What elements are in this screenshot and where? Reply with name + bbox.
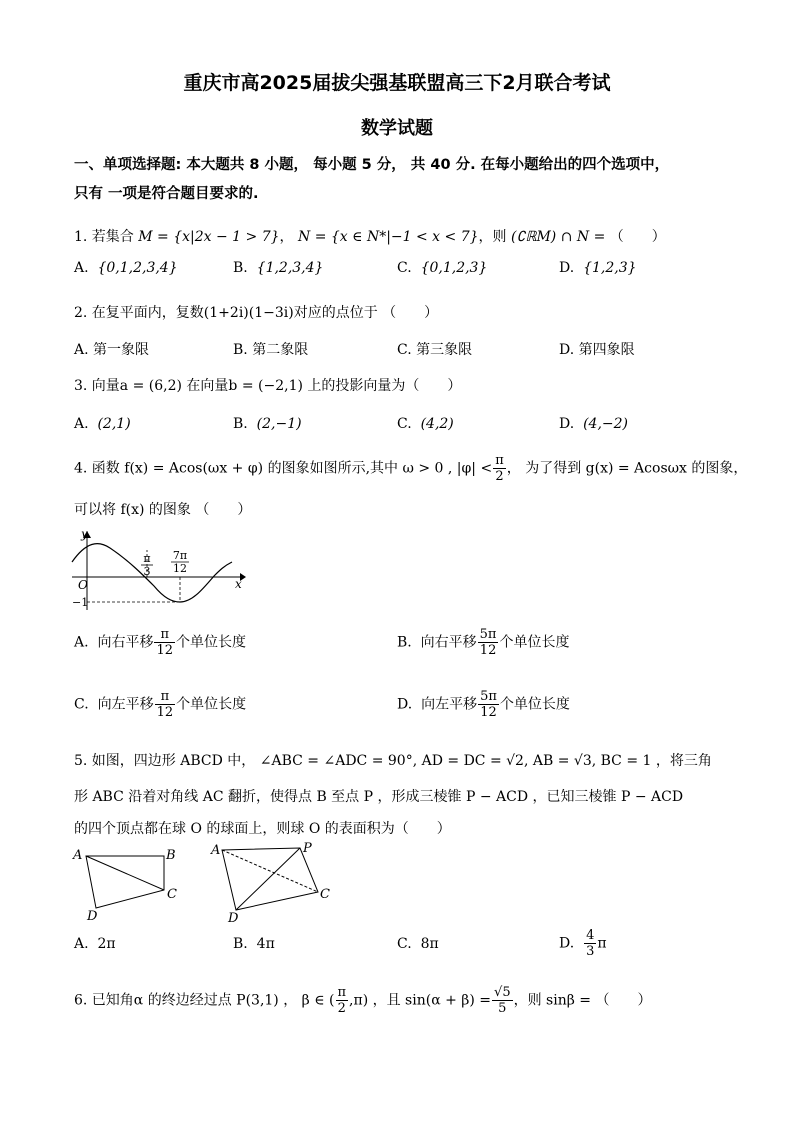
q1-set-m: M = {x|2x − 1 > 7}	[138, 229, 280, 245]
q4-text-2: ， 为了得到 g(x) = Acosωx 的图象，	[506, 460, 748, 477]
cosine-curve	[72, 544, 232, 602]
option-label: D.	[397, 696, 413, 713]
fraction-numerator: π	[337, 985, 347, 1000]
q1-option-b[interactable]	[233, 260, 323, 276]
q2-option-b[interactable]	[233, 339, 308, 359]
option-label: B.	[233, 260, 248, 276]
tick-7pi-12-denominator: 12	[173, 562, 187, 575]
section-heading-line1: 一、单项选择题: 本大题共 8 小题， 每小题 5 分， 共 40 分. 在每小题给出的四个选项中，	[74, 157, 670, 173]
question-4-line2: 可以将 f(x) 的图象 （ ）	[74, 502, 252, 518]
option-text: 第四象限	[578, 342, 635, 358]
option-fraction	[154, 627, 175, 658]
q4-option-b[interactable]	[397, 627, 569, 658]
q1-option-c[interactable]	[397, 260, 487, 276]
fraction-denominator: 2	[337, 1001, 346, 1016]
q6-fraction-pi	[336, 985, 349, 1016]
q5-option-b[interactable]	[233, 936, 275, 952]
option-fraction	[155, 689, 176, 720]
x-axis-label: x	[235, 577, 242, 591]
option-text: (2,−1)	[256, 416, 302, 432]
option-label: D.	[559, 342, 575, 358]
option-text: (4,2)	[420, 416, 454, 432]
option-fraction	[478, 689, 499, 720]
option-label: A.	[74, 342, 89, 358]
option-text: {0,1,2,3}	[420, 260, 488, 276]
section-heading-line2: 只有 一项是符合题目要求的.	[74, 186, 259, 202]
vertex-p-label: P	[303, 841, 312, 856]
fraction-denominator: 2	[495, 469, 504, 484]
option-label: D.	[559, 416, 575, 432]
tetra-outline	[222, 848, 318, 910]
option-label: A.	[74, 416, 89, 432]
option-label: C.	[74, 696, 89, 713]
q6-text-3: ，则 sinβ = （ ）	[513, 992, 652, 1009]
question-1	[74, 226, 666, 246]
q4-option-c[interactable]	[74, 689, 246, 720]
edge-pd	[236, 848, 300, 910]
vertex-d-label: D	[228, 911, 239, 926]
q1-expression: (∁ℝM) ∩ N =	[510, 229, 606, 245]
option-fraction	[584, 928, 596, 959]
q4-option-a[interactable]	[74, 627, 246, 658]
option-label: D.	[559, 260, 575, 276]
option-label: B.	[397, 634, 412, 651]
question-4	[74, 453, 747, 484]
cosine-graph-figure	[68, 528, 248, 613]
q1-option-d[interactable]	[559, 260, 637, 276]
option-label: C.	[397, 416, 412, 432]
option-text: 第二象限	[252, 342, 309, 358]
quad-outline	[86, 856, 164, 908]
tick-pi-3-denominator: 3	[143, 565, 151, 578]
vertex-c-label: C	[320, 887, 330, 902]
q4-fraction	[493, 453, 506, 484]
origin-label: O	[78, 578, 88, 592]
q4-option-d[interactable]	[397, 689, 570, 720]
option-text: 个单位长度	[499, 634, 570, 651]
diagonal-ac	[86, 856, 164, 890]
option-text: 第一象限	[93, 342, 150, 358]
paper-title: 重庆市高2025届拔尖强基联盟高三下2月联合考试	[183, 72, 611, 94]
option-label: A.	[74, 260, 89, 276]
minus-one-label: −1	[72, 596, 89, 609]
q6-fraction-value	[492, 985, 513, 1016]
option-label: B.	[233, 936, 248, 952]
option-fraction	[478, 627, 499, 658]
q6-text-1: 6. 已知角α 的终边经过点 P(3,1) ， β ∈ (	[74, 992, 335, 1009]
fraction-numerator: 4	[586, 928, 595, 943]
option-label: A.	[74, 634, 89, 651]
option-text: {0,1,2,3,4}	[97, 260, 178, 276]
q5-option-d[interactable]	[559, 928, 607, 959]
vertex-a-label: A	[211, 843, 221, 858]
q4-text-1: 4. 函数 f(x) = Acos(ωx + φ) 的图象如图所示,其中 ω > 0 , |φ| <	[74, 460, 493, 477]
fraction-numerator: π	[154, 627, 175, 643]
option-text: 2π	[97, 936, 116, 952]
option-label: C.	[397, 342, 412, 358]
question-5-line1: 5. 如图，四边形 ABCD 中， ∠ABC = ∠ADC = 90°, AD = DC = √2, AB = √3, BC = 1 ，将三角	[74, 753, 712, 769]
fraction-denominator: 12	[479, 643, 497, 658]
option-text: 个单位长度	[499, 696, 570, 713]
y-axis-label: y	[81, 528, 88, 541]
q6-text-2: ,π) ，且 sin(α + β) =	[349, 992, 492, 1009]
option-text: 向右平移	[97, 634, 154, 651]
q3-option-a[interactable]	[74, 416, 131, 432]
q1-paren: （ ）	[609, 229, 666, 245]
q1-set-n: N = {x ∈ N*|−1 < x < 7}	[298, 229, 479, 245]
q3-option-c[interactable]	[397, 416, 454, 432]
vertex-c-label: C	[167, 887, 177, 902]
question-5-line2: 形 ABC 沿着对角线 AC 翻折，使得点 B 至点 P ，形成三棱锥 P − ACD ，已知三棱锥 P − ACD	[74, 789, 684, 805]
option-label: A.	[74, 936, 89, 952]
q2-option-a[interactable]	[74, 339, 149, 359]
q1-number: 1. 若集合	[74, 229, 134, 245]
tick-7pi-12-numerator: 7π	[172, 549, 188, 562]
fraction-numerator: 5π	[480, 689, 497, 704]
q1-tail: ，则	[478, 229, 507, 245]
option-text: (4,−2)	[583, 416, 629, 432]
q5-option-c[interactable]	[397, 936, 439, 952]
question-5-line3: 的四个顶点都在球 O 的球面上，则球 O 的表面积为（ ）	[74, 821, 451, 837]
fraction-denominator: 12	[156, 643, 174, 658]
fraction-denominator: 3	[586, 944, 595, 959]
q3-option-b[interactable]	[233, 416, 302, 432]
fraction-numerator: π	[495, 453, 504, 468]
option-text: 向左平移	[97, 696, 154, 713]
option-label: C.	[397, 260, 412, 276]
vertex-d-label: D	[87, 909, 98, 924]
option-text: (2,1)	[97, 416, 131, 432]
option-label: D.	[559, 935, 575, 952]
question-2: 2. 在复平面内，复数(1+2i)(1−3i)对应的点位于 （ ）	[74, 305, 439, 321]
quadrilateral-abcd-figure	[70, 842, 190, 924]
tick-pi-3-numerator: π	[143, 552, 151, 565]
tetrahedron-pacd-figure	[200, 838, 340, 926]
q1-option-a[interactable]	[74, 260, 178, 276]
fraction-denominator: 12	[156, 705, 174, 720]
option-text: 第三象限	[416, 342, 473, 358]
q3-option-d[interactable]	[559, 416, 628, 432]
option-label: B.	[233, 342, 248, 358]
question-3: 3. 向量a = (6,2) 在向量b = (−2,1) 上的投影向量为（ ）	[74, 378, 462, 394]
option-text: 向右平移	[420, 634, 477, 651]
option-text: 个单位长度	[176, 634, 247, 651]
q2-option-c[interactable]	[397, 339, 472, 359]
q2-option-d[interactable]	[559, 339, 635, 359]
question-6	[74, 985, 651, 1016]
option-text: 个单位长度	[176, 696, 247, 713]
fraction-numerator: √5	[494, 985, 511, 1000]
fraction-denominator: 5	[498, 1001, 507, 1016]
vertex-a-label: A	[73, 848, 83, 863]
option-text: π	[597, 935, 607, 952]
fraction-denominator: 12	[480, 705, 497, 720]
q5-option-a[interactable]	[74, 936, 116, 952]
option-text: {1,2,3}	[583, 260, 637, 276]
option-text: {1,2,3,4}	[256, 260, 324, 276]
fraction-numerator: 5π	[479, 627, 497, 642]
option-text: 向左平移	[421, 696, 478, 713]
q1-sep: ，	[279, 229, 294, 245]
paper-subtitle: 数学试题	[361, 118, 433, 139]
fraction-numerator: π	[155, 689, 176, 705]
option-text: 4π	[256, 936, 275, 952]
option-label: B.	[233, 416, 248, 432]
vertex-b-label: B	[166, 848, 176, 863]
option-label: C.	[397, 936, 412, 952]
option-text: 8π	[420, 936, 439, 952]
